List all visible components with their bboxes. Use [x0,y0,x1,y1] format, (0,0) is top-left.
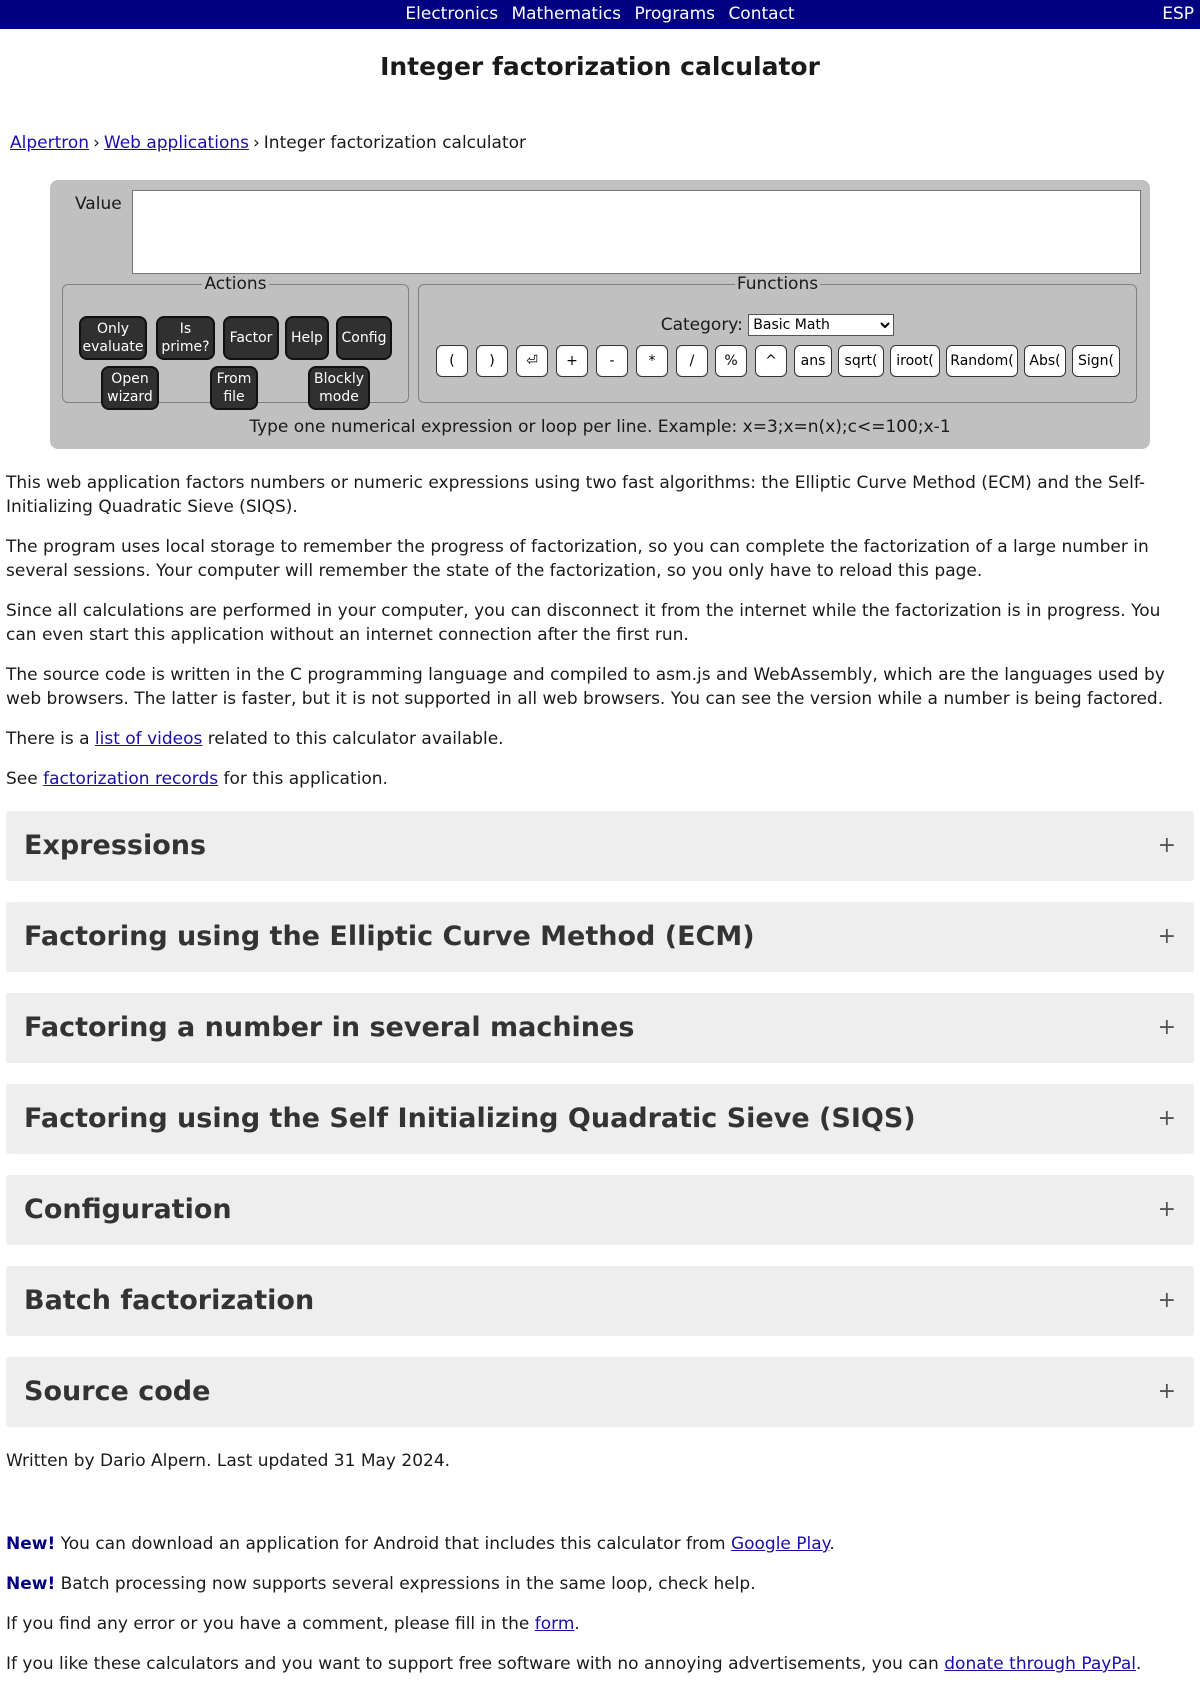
plus-button[interactable]: + [556,345,588,377]
accordion-title: Factoring a number in several machines [24,1012,635,1043]
value-input[interactable] [132,190,1141,274]
new-badge: New! [6,1534,56,1554]
breadcrumb-current: Integer factorization calculator [263,133,526,153]
accordion-source-code[interactable] [6,1357,1194,1427]
iroot-button[interactable]: iroot( [890,345,940,377]
videos-text-end: related to this calculator available. [202,729,504,749]
accordion-title: Configuration [24,1194,232,1225]
feedback-text-end: . [574,1614,580,1634]
videos-link[interactable]: list of videos [94,729,203,749]
paypal-link[interactable]: donate through PayPal [944,1654,1136,1674]
source-paragraph: The source code is written in the C programming language and compiled to asm.js and WebAssembly, which are the languages used by web browsers. The latter is faster, but it is not supported in all web browsers. You can see the version while a number is being factored. [6,665,1165,709]
only-evaluate-button[interactable]: Only evaluate [79,316,147,360]
videos-paragraph [6,727,1194,751]
sqrt-button[interactable]: sqrt( [838,345,884,377]
modulo-button[interactable]: % [715,345,747,377]
news-batch [6,1572,1194,1596]
intro-paragraph: This web application factors numbers or numeric expressions using two fast algorithms: the Elliptic Curve Method (ECM) and the Self-Initializing Quadratic Sieve (SIQS). [6,473,1146,517]
nav-mathematics[interactable]: Mathematics [511,4,622,24]
breadcrumb-home-link[interactable]: Alpertron [10,133,90,153]
accordion-batch[interactable] [6,1266,1194,1336]
accordion-siqs[interactable] [6,1084,1194,1154]
records-link[interactable]: factorization records [43,769,219,789]
language-switch[interactable]: ESP [1162,4,1194,24]
accordion-several-machines[interactable] [6,993,1194,1063]
donate-text: If you like these calculators and you want to support free software with no annoying advertisements, you can [6,1654,945,1674]
value-label: Value [75,194,122,214]
is-prime-button[interactable]: Is prime? [156,316,215,360]
breadcrumb [10,131,526,155]
author-line: Written by Dario Alpern. Last updated 31 May 2024. [6,1451,451,1471]
accordion-title: Factoring using the Self Initializing Quadratic Sieve (SIQS) [24,1103,916,1134]
expand-icon: + [1157,1288,1176,1313]
factor-button[interactable]: Factor [223,316,279,360]
nav-contact[interactable]: Contact [728,4,795,24]
abs-button[interactable]: Abs( [1024,345,1066,377]
category-label: Category: [660,315,743,335]
breadcrumb-separator: › [93,133,100,153]
open-wizard-button[interactable]: Open wizard [101,366,159,410]
offline-paragraph: Since all calculations are performed in your computer, you can disconnect it from the internet while the factorization is in progress. You can even start this application without an internet connection after the first run. [6,601,1161,645]
top-navigation [0,0,1200,29]
accordion-title: Expressions [24,830,207,861]
actions-legend: Actions [204,274,267,294]
ans-button[interactable]: ans [794,345,832,377]
expand-icon: + [1157,924,1176,949]
blockly-mode-button[interactable]: Blockly mode [308,366,370,410]
donate-line [6,1652,1194,1676]
close-paren-button[interactable]: ) [476,345,508,377]
expand-icon: + [1157,1379,1176,1404]
accordion-title: Batch factorization [24,1285,315,1316]
news-android [6,1532,1194,1556]
new-badge: New! [6,1574,56,1594]
functions-legend: Functions [736,274,819,294]
from-file-button[interactable]: From file [210,366,258,410]
feedback-form-link[interactable]: form [534,1614,575,1634]
random-button[interactable]: Random( [946,345,1018,377]
feedback-text: If you find any error or you have a comment, please fill in the [6,1614,535,1634]
minus-button[interactable]: - [596,345,628,377]
divide-button[interactable]: / [676,345,708,377]
news-android-text: You can download an application for Android that includes this calculator from [55,1534,731,1554]
accordion-title: Source code [24,1376,211,1407]
usage-hint: Type one numerical expression or loop per line. Example: x=3;x=n(x);c<=100;x-1 [249,417,951,437]
category-row [419,313,1136,337]
nav-electronics[interactable]: Electronics [405,4,499,24]
feedback-line [6,1612,1194,1636]
google-play-link[interactable]: Google Play [730,1534,830,1554]
records-text: See [6,769,44,789]
help-button[interactable]: Help [285,316,329,360]
category-select[interactable] [748,314,894,336]
videos-text: There is a [6,729,95,749]
storage-paragraph: The program uses local storage to remember the progress of factorization, so you can complete the factorization of a large number in several sessions. Your computer will remember the state of the factorization, so you only have to reload this page. [6,537,1149,581]
calculator-panel [50,180,1150,449]
newline-icon-button[interactable]: ⏎ [516,345,548,377]
expand-icon: + [1157,1015,1176,1040]
donate-text-end: . [1135,1654,1142,1674]
accordion-configuration[interactable] [6,1175,1194,1245]
breadcrumb-separator: › [252,133,260,153]
expand-icon: + [1157,833,1176,858]
news-android-end: . [829,1534,835,1554]
breadcrumb-section-link[interactable]: Web applications [103,133,249,153]
news-batch-text: Batch processing now supports several expressions in the same loop, check help. [55,1574,756,1594]
nav-programs[interactable]: Programs [634,4,716,24]
power-button[interactable]: ^ [755,345,787,377]
multiply-button[interactable]: * [636,345,668,377]
functions-group [418,272,1137,403]
records-text-end: for this application. [218,769,388,789]
open-paren-button[interactable]: ( [436,345,468,377]
main-menu [0,2,1200,26]
page-title: Integer factorization calculator [380,52,820,81]
records-paragraph [6,767,1194,791]
expand-icon: + [1157,1197,1176,1222]
config-button[interactable]: Config [336,316,392,360]
accordion-expressions[interactable] [6,811,1194,881]
accordion-title: Factoring using the Elliptic Curve Method (ECM) [24,921,755,952]
expand-icon: + [1157,1106,1176,1131]
accordion-ecm[interactable] [6,902,1194,972]
sign-button[interactable]: Sign( [1072,345,1120,377]
actions-group [62,272,409,403]
